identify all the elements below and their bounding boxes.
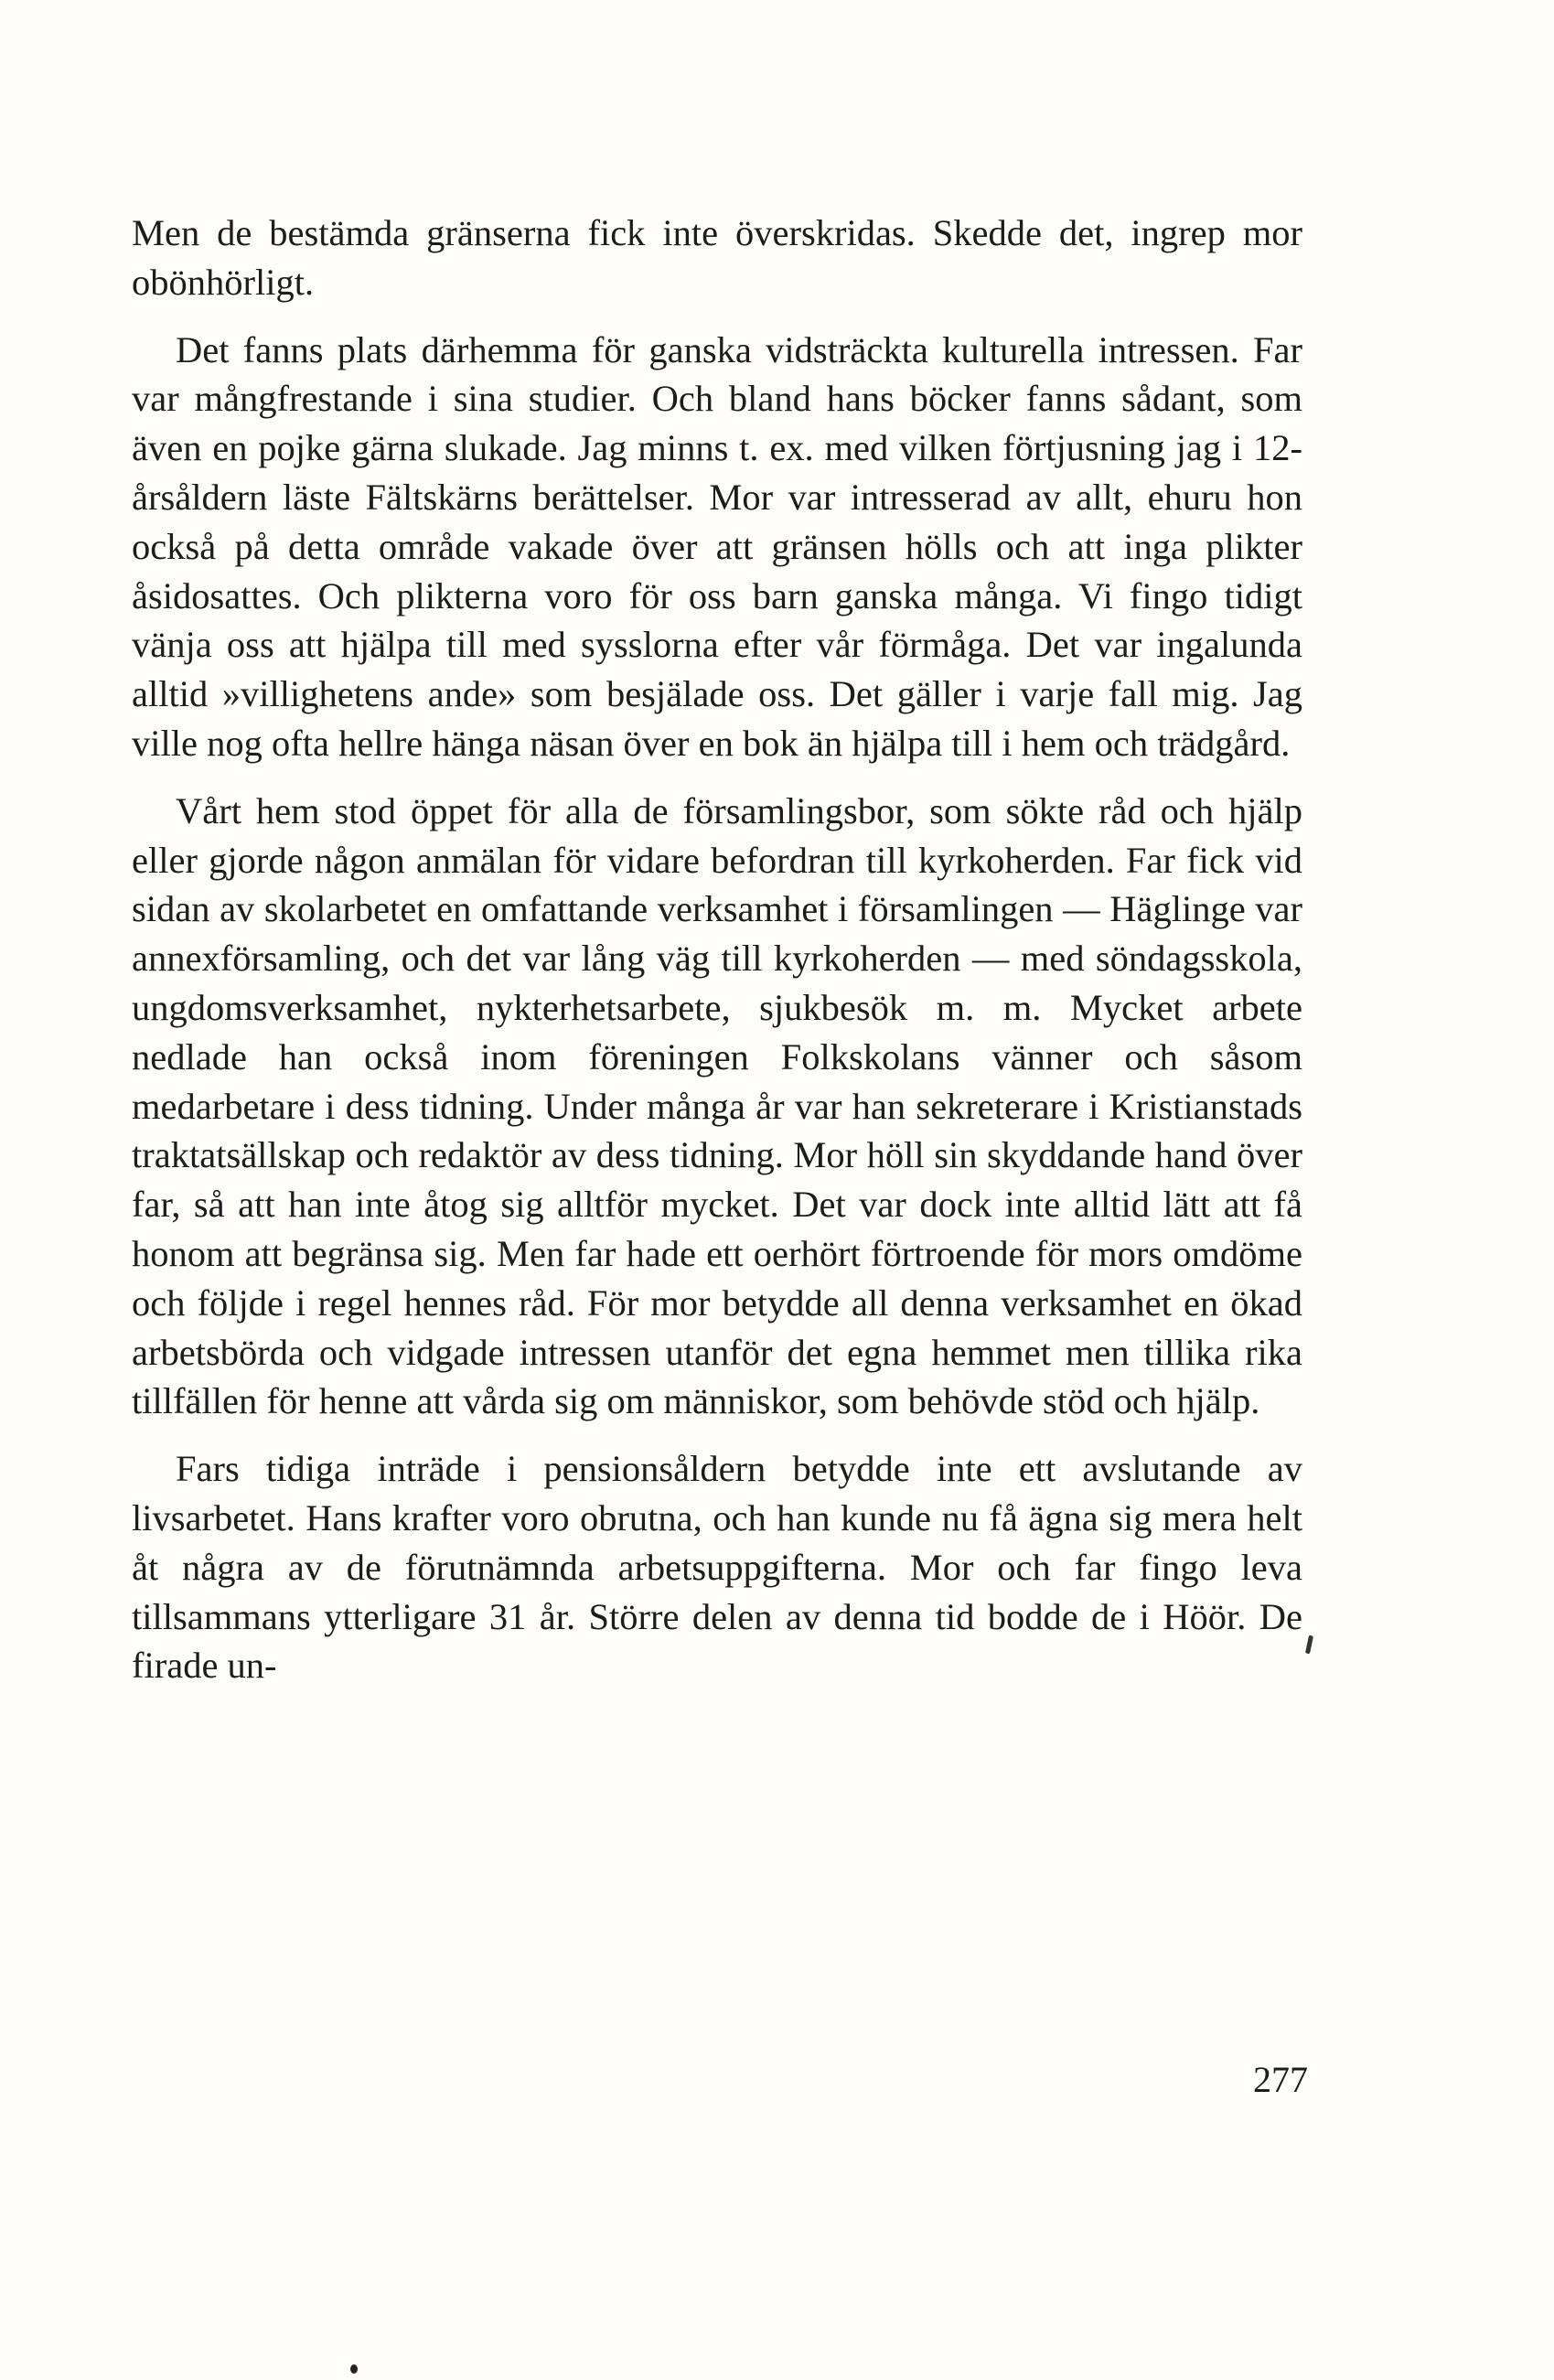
ink-mark <box>1305 1635 1313 1655</box>
body-text <box>132 209 1302 1709</box>
paragraph-3: Vårt hem stod öppet för alla de församlingsbor, som sökte råd och hjälp eller gjorde någon anmälan för vidare befordran till kyrkoherden. Far fick vid sidan av skolarbetet en omfattande verksamhet i församlingen — Häglinge var annexförsamling, och det var lång väg till kyrkoherden — med söndagsskola, ungdomsverksamhet, nykterhetsarbete, sjukbesök m. m. Mycket arbete nedlade han också inom föreningen Folkskolans vänner och såsom medarbetare i dess tidning. Under många år var han sekreterare i Kristianstads traktatsällskap och redaktör av dess tidning. Mor höll sin skyddande hand över far, så att han inte åtog sig alltför mycket. Det var dock inte alltid lätt att få honom att begränsa sig. Men far hade ett oerhört förtroende för mors omdöme och följde i regel hennes råd. För mor betydde all denna verksamhet en ökad arbetsbörda och vidgade intressen utanför det egna hemmet men tillika rika tillfällen för henne att vårda sig om människor, som behövde stöd och hjälp. <box>132 789 1302 1422</box>
page-number: 277 <box>1253 2059 1308 2100</box>
paragraph-2: Det fanns plats därhemma för ganska vidsträckta kulturella intressen. Far var mångfrestande i sina studier. Och bland hans böcker fanns sådant, som även en pojke gärna slukade. Jag minns t. ex. med vilken förtjusning jag i 12-årsåldern läste Fältskärns berättelser. Mor var intresserad av allt, ehuru hon också på detta område vakade över att gränsen hölls och att inga plikter åsidosattes. Och plikterna voro för oss barn ganska många. Vi fingo tidigt vänja oss att hjälpa till med sysslorna efter vår förmåga. Det var ingalunda alltid »villighetens ande» som besjälade oss. Det gäller i varje fall mig. Jag ville nog ofta hellre hänga näsan över en bok än hjälpa till i hem och trädgård. <box>132 328 1302 764</box>
paragraph-4: Fars tidiga inträde i pensionsåldern betydde inte ett avslutande av livsarbetet. Hans krafter voro obrutna, och han kunde nu få ägna sig mera helt åt några av de förutnämnda arbetsuppgifterna. Mor och far fingo leva tillsammans ytterligare 31 år. Större delen av denna tid bodde de i Höör. De firade un- <box>132 1448 1302 1687</box>
paragraph-1: Men de bestämda gränserna fick inte överskridas. Skedde det, ingrep mor obönhörligt. <box>132 212 1302 303</box>
ink-dot <box>350 2364 358 2374</box>
